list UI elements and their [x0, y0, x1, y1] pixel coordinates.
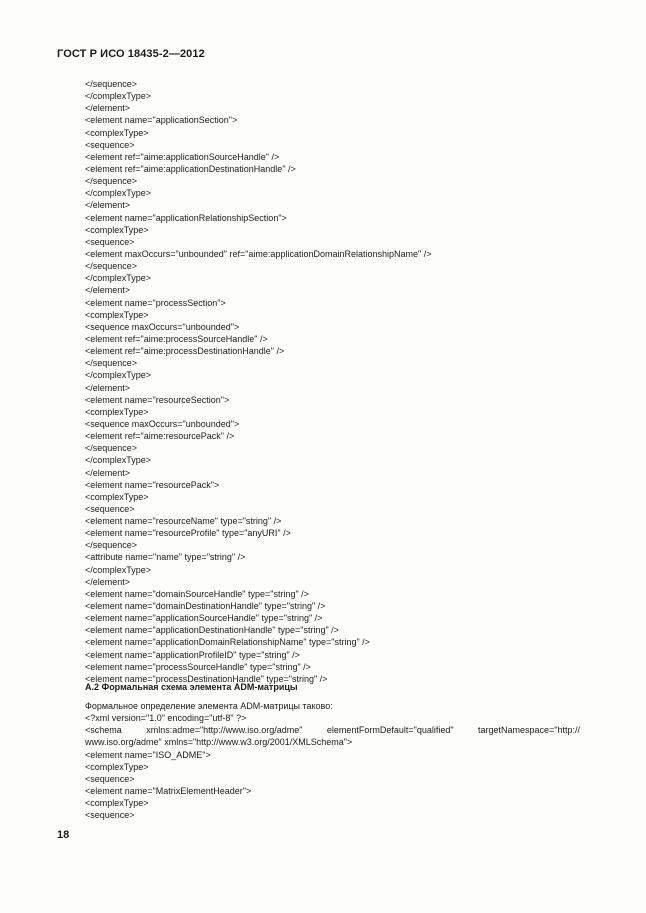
code-line: <complexType>: [85, 224, 149, 235]
code-line: <element name="applicationDestinationHandle" type="string" />: [85, 625, 339, 636]
code-line: <element ref="aime:processDestinationHandle" />: [85, 346, 285, 357]
code-line: </sequence>: [85, 540, 138, 551]
code-line: <sequence maxOccurs="unbounded">: [85, 418, 240, 429]
code-line: </sequence>: [85, 358, 138, 369]
code-line: <complexType>: [85, 491, 149, 502]
code-line: <element name="resourcePack">: [85, 479, 220, 490]
intro-text: Формальное определение элемента ADM-матрицы таково:: [85, 701, 333, 711]
code-line: <sequence>: [85, 503, 135, 514]
document-header: ГОСТ Р ИСО 18435-2—2012: [57, 48, 205, 60]
code-line: </element>: [85, 103, 131, 114]
code-line: </complexType>: [85, 188, 152, 199]
body-code-lines: [85, 749, 580, 822]
code-line: <complexType>: [85, 309, 149, 320]
code-line: <element ref="aime:resourcePack" />: [85, 431, 235, 442]
xml-code-block: [85, 78, 585, 685]
code-line: <complexType>: [85, 798, 149, 809]
schema-line-2: www.iso.org/adme" xmlns="http://www.w3.org/2001/XMLSchema">: [85, 737, 353, 748]
code-line: <element name="domainSourceHandle" type="string" />: [85, 588, 309, 599]
code-line: <element name="processDestinationHandle" type="string" />: [85, 673, 328, 684]
section-title: A.2 Формальная схема элемента ADM-матрицы: [85, 682, 298, 692]
code-line: <element ref="aime:applicationDestinationHandle" />: [85, 163, 296, 174]
code-line: <element name="applicationSourceHandle" type="string" />: [85, 613, 323, 624]
code-line: <complexType>: [85, 127, 149, 138]
code-line: <sequence>: [85, 810, 135, 821]
page-number: 18: [57, 829, 70, 841]
code-line: <sequence>: [85, 139, 135, 150]
code-line: <element name="MatrixElementHeader">: [85, 785, 252, 796]
code-line: </sequence>: [85, 443, 138, 454]
code-line: <element ref="aime:processSourceHandle" />: [85, 333, 268, 344]
code-line: <element name="domainDestinationHandle" type="string" />: [85, 601, 326, 612]
code-line: </element>: [85, 200, 131, 211]
code-line: </complexType>: [85, 564, 152, 575]
code-line: </complexType>: [85, 273, 152, 284]
code-line: <element name="processSection">: [85, 297, 226, 308]
code-line: <element name="processSourceHandle" type="string" />: [85, 661, 311, 672]
code-line: <attribute name="name" type="string" />: [85, 552, 246, 563]
code-line: <complexType>: [85, 406, 149, 417]
code-line: </element>: [85, 285, 131, 296]
code-line: </element>: [85, 382, 131, 393]
code-line: <element name="resourceProfile" type="anyURI" />: [85, 528, 291, 539]
code-line: <element name="resourceSection">: [85, 394, 230, 405]
code-line: </element>: [85, 576, 131, 587]
code-line: </sequence>: [85, 261, 138, 272]
code-line: <sequence maxOccurs="unbounded">: [85, 321, 240, 332]
code-line: <element name="applicationRelationshipSection">: [85, 212, 287, 223]
section-body: [85, 700, 580, 821]
code-line: <element name="applicationDomainRelationshipName" type="string" />: [85, 637, 370, 648]
code-line: <element name="applicationSection">: [85, 115, 238, 126]
code-line: <element ref="aime:applicationSourceHandle" />: [85, 151, 280, 162]
code-line: <element name="applicationProfileID" type="string" />: [85, 649, 300, 660]
code-line: <element maxOccurs="unbounded" ref="aime:applicationDomainRelationshipName" />: [85, 248, 432, 259]
code-line: </sequence>: [85, 176, 138, 187]
code-line: </complexType>: [85, 370, 152, 381]
code-line: <sequence>: [85, 236, 135, 247]
code-line: <element name="resourceName" type="string" />: [85, 516, 282, 527]
code-line: </complexType>: [85, 455, 152, 466]
schema-line-1: <schema xmlns:adme="http://www.iso.org/adme" elementFormDefault="qualified" targetNamespace="http://: [85, 725, 580, 736]
code-line: </complexType>: [85, 91, 152, 102]
code-line: </element>: [85, 467, 131, 478]
code-line: </sequence>: [85, 79, 138, 89]
xml-declaration: <?xml version="1.0" encoding="utf-8" ?>: [85, 713, 247, 724]
code-line: <element name="ISO_ADME">: [85, 749, 211, 760]
code-line: <complexType>: [85, 761, 149, 772]
code-line: <sequence>: [85, 773, 135, 784]
